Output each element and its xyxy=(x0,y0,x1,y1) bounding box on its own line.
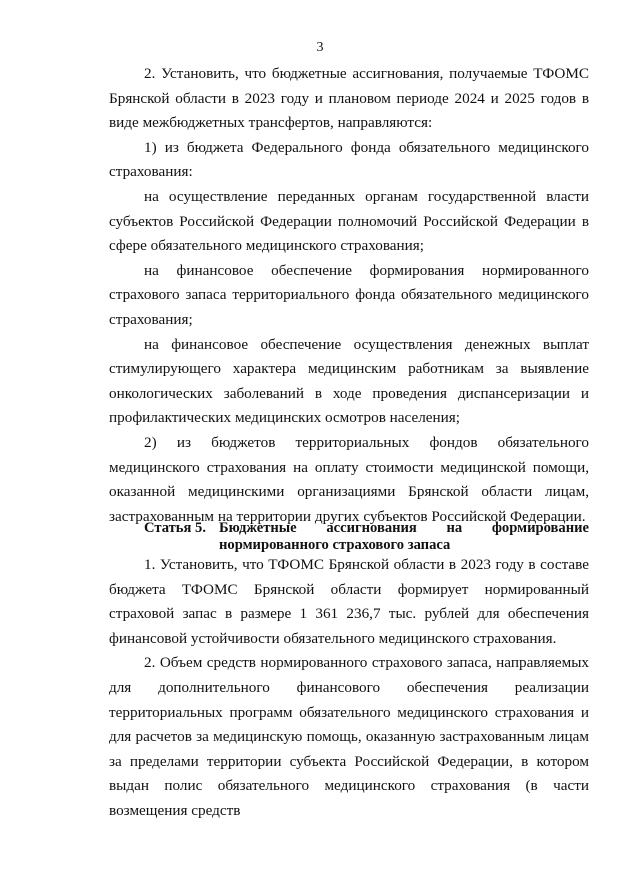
paragraph: 2) из бюджетов территориальных фондов обязательного медицинского страхования на оплату стоимости медицинской помощи, оказанной медицинскими организациями Брянской области лицам, застрахованным на территории других субъектов Российской Федерации. xyxy=(109,433,589,525)
paragraph: на финансовое обеспечение осуществления денежных выплат стимулирующего характера медицинским работникам за выявление онкологических заболеваний в ходе проведения диспансеризации и профилактических медицинских осмотров населения; xyxy=(109,335,589,427)
page-number: 3 xyxy=(316,40,324,55)
article-number: Статья 5. xyxy=(144,520,206,536)
article-title-line-1: Бюджетные ассигнования на формирование xyxy=(219,520,589,536)
article-heading xyxy=(109,520,589,554)
paragraph: 1. Установить, что ТФОМС Брянской области в 2023 году в составе бюджета ТФОМС Брянской области формирует нормированный страховой запас в размере 1 361 236,7 тыс. рублей для обеспечения финансовой устойчивости обязательного медицинского страхования. xyxy=(109,556,589,647)
paragraph: 2. Объем средств нормированного страхового запаса, направляемых для дополнительного финансового обеспечения реализации территориальных программ обязательного медицинского страхования и для расчетов за медицинскую помощь, оказанную застрахованным лицам за пределами территории субъекта Российской Федерации, в котором выдан полис обязательного медицинского страхования (в части возмещения средств xyxy=(109,654,589,819)
paragraph: 1) из бюджета Федерального фонда обязательного медицинского страхования: xyxy=(109,138,589,181)
paragraph: 2. Установить, что бюджетные ассигнования, получаемые ТФОМС Брянской области в 2023 году и плановом периоде 2024 и 2025 годов в виде межбюджетных трансфертов, направляются: xyxy=(109,65,589,132)
article-title-line-2: нормированного страхового запаса xyxy=(219,537,451,553)
text-block-article-5 xyxy=(109,553,589,824)
paragraph: на осуществление переданных органам государственной власти субъектов Российской Федерации полномочий Российской Федерации в сфере обязательного медицинского страхования; xyxy=(109,187,589,255)
paragraph: на финансовое обеспечение формирования нормированного страхового запаса территориального фонда обязательного медицинского страхования; xyxy=(109,261,589,328)
text-block-part-2-transfers xyxy=(109,62,589,529)
